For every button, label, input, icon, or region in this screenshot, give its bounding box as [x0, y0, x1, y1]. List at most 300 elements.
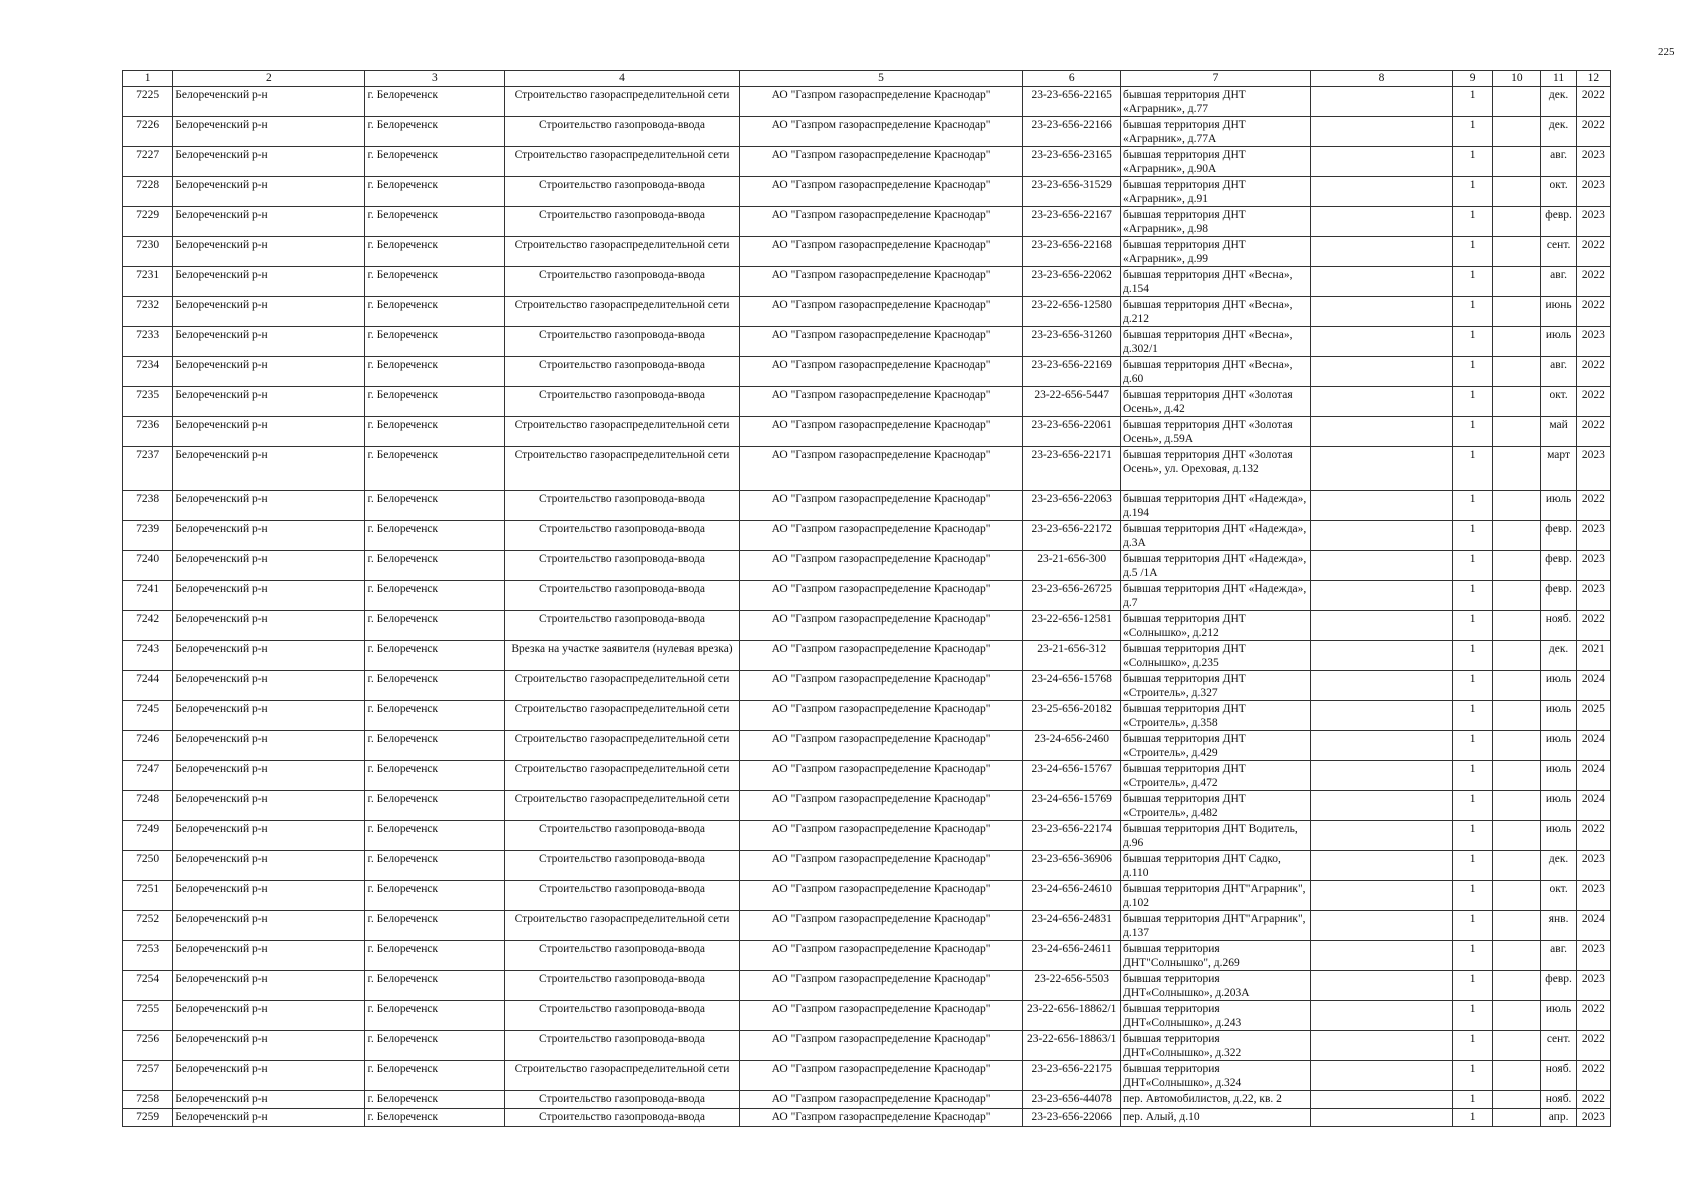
column-header: 9: [1452, 71, 1492, 87]
quantity-cell: 1: [1452, 1091, 1492, 1109]
header-row: [123, 71, 1611, 87]
row-number-cell: 7243: [123, 641, 173, 671]
month-cell: дек.: [1541, 641, 1576, 671]
column-8-cell: [1311, 731, 1453, 761]
organization-cell: АО "Газпром газораспределение Краснодар": [739, 551, 1023, 581]
organization-cell: АО "Газпром газораспределение Краснодар": [739, 881, 1023, 911]
year-cell: 2022: [1576, 267, 1610, 297]
month-cell: февр.: [1541, 207, 1576, 237]
quantity-cell: 1: [1452, 491, 1492, 521]
row-number-cell: 7251: [123, 881, 173, 911]
column-8-cell: [1311, 611, 1453, 641]
address-cell: бывшая территория ДНТ «Аграрник», д.77А: [1120, 117, 1310, 147]
column-10-cell: [1493, 551, 1541, 581]
table-row: [123, 881, 1611, 911]
quantity-cell: 1: [1452, 821, 1492, 851]
work-type-cell: Строительство газораспределительной сети: [505, 417, 739, 447]
row-number-cell: 7254: [123, 971, 173, 1001]
column-8-cell: [1311, 207, 1453, 237]
year-cell: 2024: [1576, 761, 1610, 791]
work-type-cell: Строительство газопровода-ввода: [505, 521, 739, 551]
district-cell: Белореченский р-н: [173, 417, 365, 447]
column-10-cell: [1493, 791, 1541, 821]
work-type-cell: Строительство газопровода-ввода: [505, 851, 739, 881]
month-cell: авг.: [1541, 147, 1576, 177]
row-number-cell: 7233: [123, 327, 173, 357]
column-10-cell: [1493, 521, 1541, 551]
column-8-cell: [1311, 267, 1453, 297]
quantity-cell: 1: [1452, 147, 1492, 177]
quantity-cell: 1: [1452, 851, 1492, 881]
district-cell: Белореченский р-н: [173, 357, 365, 387]
object-code-cell: 23-23-656-22062: [1023, 267, 1121, 297]
row-number-cell: 7241: [123, 581, 173, 611]
column-header: 1: [123, 71, 173, 87]
column-8-cell: [1311, 1109, 1453, 1127]
month-cell: июль: [1541, 1001, 1576, 1031]
quantity-cell: 1: [1452, 671, 1492, 701]
organization-cell: АО "Газпром газораспределение Краснодар": [739, 417, 1023, 447]
column-8-cell: [1311, 117, 1453, 147]
row-number-cell: 7234: [123, 357, 173, 387]
month-cell: нояб.: [1541, 1091, 1576, 1109]
year-cell: 2022: [1576, 1091, 1610, 1109]
row-number-cell: 7225: [123, 87, 173, 117]
object-code-cell: 23-24-656-24831: [1023, 911, 1121, 941]
row-number-cell: 7236: [123, 417, 173, 447]
address-cell: бывшая территория ДНТ «Строитель», д.482: [1120, 791, 1310, 821]
district-cell: Белореченский р-н: [173, 791, 365, 821]
quantity-cell: 1: [1452, 521, 1492, 551]
column-10-cell: [1493, 1109, 1541, 1127]
table-row: [123, 357, 1611, 387]
quantity-cell: 1: [1452, 267, 1492, 297]
object-code-cell: 23-23-656-22061: [1023, 417, 1121, 447]
column-10-cell: [1493, 147, 1541, 177]
row-number-cell: 7237: [123, 447, 173, 491]
address-cell: бывшая территория ДНТ «Строитель», д.358: [1120, 701, 1310, 731]
organization-cell: АО "Газпром газораспределение Краснодар": [739, 581, 1023, 611]
column-10-cell: [1493, 491, 1541, 521]
quantity-cell: 1: [1452, 177, 1492, 207]
row-number-cell: 7238: [123, 491, 173, 521]
object-code-cell: 23-23-656-22165: [1023, 87, 1121, 117]
address-cell: бывшая территория ДНТ«Солнышко», д.324: [1120, 1061, 1310, 1091]
column-8-cell: [1311, 1031, 1453, 1061]
organization-cell: АО "Газпром газораспределение Краснодар": [739, 761, 1023, 791]
district-cell: Белореченский р-н: [173, 941, 365, 971]
month-cell: окт.: [1541, 387, 1576, 417]
column-8-cell: [1311, 297, 1453, 327]
year-cell: 2022: [1576, 117, 1610, 147]
district-cell: Белореченский р-н: [173, 237, 365, 267]
district-cell: Белореченский р-н: [173, 491, 365, 521]
work-type-cell: Строительство газораспределительной сети: [505, 761, 739, 791]
address-cell: бывшая территория ДНТ «Аграрник», д.99: [1120, 237, 1310, 267]
object-code-cell: 23-23-656-22168: [1023, 237, 1121, 267]
work-type-cell: Строительство газопровода-ввода: [505, 881, 739, 911]
column-header: 12: [1576, 71, 1610, 87]
district-cell: Белореченский р-н: [173, 581, 365, 611]
work-type-cell: Врезка на участке заявителя (нулевая врезка): [505, 641, 739, 671]
district-cell: Белореченский р-н: [173, 911, 365, 941]
address-cell: бывшая территория ДНТ «Золотая Осень», д.42: [1120, 387, 1310, 417]
work-type-cell: Строительство газораспределительной сети: [505, 671, 739, 701]
year-cell: 2022: [1576, 87, 1610, 117]
row-number-cell: 7232: [123, 297, 173, 327]
year-cell: 2023: [1576, 551, 1610, 581]
column-8-cell: [1311, 671, 1453, 701]
column-10-cell: [1493, 881, 1541, 911]
town-cell: г. Белореченск: [365, 117, 505, 147]
district-cell: Белореченский р-н: [173, 821, 365, 851]
organization-cell: АО "Газпром газораспределение Краснодар": [739, 1091, 1023, 1109]
table-row: [123, 611, 1611, 641]
table-row: [123, 1091, 1611, 1109]
town-cell: г. Белореченск: [365, 941, 505, 971]
district-cell: Белореченский р-н: [173, 387, 365, 417]
district-cell: Белореченский р-н: [173, 297, 365, 327]
year-cell: 2024: [1576, 911, 1610, 941]
year-cell: 2023: [1576, 1109, 1610, 1127]
column-10-cell: [1493, 447, 1541, 491]
year-cell: 2024: [1576, 731, 1610, 761]
work-type-cell: Строительство газопровода-ввода: [505, 491, 739, 521]
month-cell: дек.: [1541, 851, 1576, 881]
quantity-cell: 1: [1452, 117, 1492, 147]
town-cell: г. Белореченск: [365, 357, 505, 387]
town-cell: г. Белореченск: [365, 791, 505, 821]
table-row: [123, 971, 1611, 1001]
organization-cell: АО "Газпром газораспределение Краснодар": [739, 1109, 1023, 1127]
organization-cell: АО "Газпром газораспределение Краснодар": [739, 671, 1023, 701]
year-cell: 2022: [1576, 417, 1610, 447]
column-10-cell: [1493, 971, 1541, 1001]
column-10-cell: [1493, 117, 1541, 147]
month-cell: нояб.: [1541, 611, 1576, 641]
year-cell: 2023: [1576, 941, 1610, 971]
row-number-cell: 7248: [123, 791, 173, 821]
column-10-cell: [1493, 177, 1541, 207]
organization-cell: АО "Газпром газораспределение Краснодар": [739, 87, 1023, 117]
district-cell: Белореченский р-н: [173, 117, 365, 147]
address-cell: бывшая территория ДНТ «Надежда», д.194: [1120, 491, 1310, 521]
row-number-cell: 7246: [123, 731, 173, 761]
organization-cell: АО "Газпром газораспределение Краснодар": [739, 731, 1023, 761]
work-type-cell: Строительство газораспределительной сети: [505, 447, 739, 491]
column-10-cell: [1493, 327, 1541, 357]
table-row: [123, 417, 1611, 447]
work-type-cell: Строительство газопровода-ввода: [505, 117, 739, 147]
work-type-cell: Строительство газораспределительной сети: [505, 911, 739, 941]
row-number-cell: 7226: [123, 117, 173, 147]
town-cell: г. Белореченск: [365, 87, 505, 117]
row-number-cell: 7230: [123, 237, 173, 267]
address-cell: пер. Алый, д.10: [1120, 1109, 1310, 1127]
quantity-cell: 1: [1452, 791, 1492, 821]
work-type-cell: Строительство газопровода-ввода: [505, 387, 739, 417]
column-header: 6: [1023, 71, 1121, 87]
column-10-cell: [1493, 1091, 1541, 1109]
object-code-cell: 23-23-656-22166: [1023, 117, 1121, 147]
object-code-cell: 23-24-656-24610: [1023, 881, 1121, 911]
district-cell: Белореченский р-н: [173, 671, 365, 701]
town-cell: г. Белореченск: [365, 551, 505, 581]
address-cell: бывшая территория ДНТ Садко, д.110: [1120, 851, 1310, 881]
work-type-cell: Строительство газопровода-ввода: [505, 267, 739, 297]
quantity-cell: 1: [1452, 551, 1492, 581]
object-code-cell: 23-22-656-12580: [1023, 297, 1121, 327]
page-number: 225: [1658, 46, 1675, 58]
year-cell: 2022: [1576, 611, 1610, 641]
address-cell: бывшая территория ДНТ Водитель, д.96: [1120, 821, 1310, 851]
row-number-cell: 7247: [123, 761, 173, 791]
column-10-cell: [1493, 671, 1541, 701]
organization-cell: АО "Газпром газораспределение Краснодар": [739, 117, 1023, 147]
work-type-cell: Строительство газораспределительной сети: [505, 297, 739, 327]
work-type-cell: Строительство газопровода-ввода: [505, 357, 739, 387]
address-cell: бывшая территория ДНТ «Строитель», д.472: [1120, 761, 1310, 791]
year-cell: 2025: [1576, 701, 1610, 731]
year-cell: 2022: [1576, 297, 1610, 327]
table-row: [123, 267, 1611, 297]
object-code-cell: 23-22-656-5503: [1023, 971, 1121, 1001]
town-cell: г. Белореченск: [365, 761, 505, 791]
organization-cell: АО "Газпром газораспределение Краснодар": [739, 971, 1023, 1001]
quantity-cell: 1: [1452, 297, 1492, 327]
quantity-cell: 1: [1452, 357, 1492, 387]
object-code-cell: 23-24-656-15768: [1023, 671, 1121, 701]
quantity-cell: 1: [1452, 1061, 1492, 1091]
work-type-cell: Строительство газораспределительной сети: [505, 701, 739, 731]
table-row: [123, 87, 1611, 117]
month-cell: февр.: [1541, 971, 1576, 1001]
district-cell: Белореченский р-н: [173, 267, 365, 297]
table-row: [123, 551, 1611, 581]
column-10-cell: [1493, 1001, 1541, 1031]
table-body: [123, 87, 1611, 1127]
district-cell: Белореченский р-н: [173, 1091, 365, 1109]
month-cell: март: [1541, 447, 1576, 491]
work-type-cell: Строительство газопровода-ввода: [505, 1001, 739, 1031]
address-cell: бывшая территория ДНТ «Аграрник», д.91: [1120, 177, 1310, 207]
quantity-cell: 1: [1452, 761, 1492, 791]
column-10-cell: [1493, 761, 1541, 791]
quantity-cell: 1: [1452, 387, 1492, 417]
column-8-cell: [1311, 417, 1453, 447]
table-row: [123, 237, 1611, 267]
quantity-cell: 1: [1452, 447, 1492, 491]
column-8-cell: [1311, 551, 1453, 581]
work-type-cell: Строительство газораспределительной сети: [505, 147, 739, 177]
year-cell: 2022: [1576, 1061, 1610, 1091]
column-10-cell: [1493, 731, 1541, 761]
column-10-cell: [1493, 611, 1541, 641]
work-type-cell: Строительство газораспределительной сети: [505, 791, 739, 821]
quantity-cell: 1: [1452, 1109, 1492, 1127]
column-8-cell: [1311, 237, 1453, 267]
address-cell: бывшая территория ДНТ «Весна», д.302/1: [1120, 327, 1310, 357]
address-cell: пер. Автомобилистов, д.22, кв. 2: [1120, 1091, 1310, 1109]
year-cell: 2023: [1576, 851, 1610, 881]
organization-cell: АО "Газпром газораспределение Краснодар": [739, 1061, 1023, 1091]
month-cell: авг.: [1541, 267, 1576, 297]
row-number-cell: 7242: [123, 611, 173, 641]
town-cell: г. Белореченск: [365, 641, 505, 671]
organization-cell: АО "Газпром газораспределение Краснодар": [739, 1001, 1023, 1031]
town-cell: г. Белореченск: [365, 387, 505, 417]
table-row: [123, 941, 1611, 971]
organization-cell: АО "Газпром газораспределение Краснодар": [739, 491, 1023, 521]
town-cell: г. Белореченск: [365, 327, 505, 357]
quantity-cell: 1: [1452, 641, 1492, 671]
town-cell: г. Белореченск: [365, 971, 505, 1001]
town-cell: г. Белореченск: [365, 177, 505, 207]
month-cell: дек.: [1541, 87, 1576, 117]
row-number-cell: 7227: [123, 147, 173, 177]
object-code-cell: 23-23-656-22169: [1023, 357, 1121, 387]
organization-cell: АО "Газпром газораспределение Краснодар": [739, 447, 1023, 491]
organization-cell: АО "Газпром газораспределение Краснодар": [739, 521, 1023, 551]
district-cell: Белореченский р-н: [173, 731, 365, 761]
year-cell: 2023: [1576, 881, 1610, 911]
object-code-cell: 23-23-656-36906: [1023, 851, 1121, 881]
district-cell: Белореченский р-н: [173, 641, 365, 671]
town-cell: г. Белореченск: [365, 1109, 505, 1127]
table-row: [123, 447, 1611, 491]
column-8-cell: [1311, 1091, 1453, 1109]
quantity-cell: 1: [1452, 237, 1492, 267]
work-type-cell: Строительство газопровода-ввода: [505, 551, 739, 581]
column-8-cell: [1311, 387, 1453, 417]
table-row: [123, 1109, 1611, 1127]
object-code-cell: 23-22-656-18863/1: [1023, 1031, 1121, 1061]
month-cell: февр.: [1541, 521, 1576, 551]
town-cell: г. Белореченск: [365, 267, 505, 297]
address-cell: бывшая территория ДНТ «Золотая Осень», ул. Ореховая, д.132: [1120, 447, 1310, 491]
organization-cell: АО "Газпром газораспределение Краснодар": [739, 147, 1023, 177]
quantity-cell: 1: [1452, 611, 1492, 641]
row-number-cell: 7229: [123, 207, 173, 237]
year-cell: 2023: [1576, 207, 1610, 237]
quantity-cell: 1: [1452, 971, 1492, 1001]
organization-cell: АО "Газпром газораспределение Краснодар": [739, 821, 1023, 851]
column-10-cell: [1493, 1061, 1541, 1091]
column-8-cell: [1311, 791, 1453, 821]
organization-cell: АО "Газпром газораспределение Краснодар": [739, 327, 1023, 357]
month-cell: авг.: [1541, 357, 1576, 387]
object-code-cell: 23-24-656-24611: [1023, 941, 1121, 971]
table-row: [123, 701, 1611, 731]
district-cell: Белореченский р-н: [173, 177, 365, 207]
column-10-cell: [1493, 237, 1541, 267]
organization-cell: АО "Газпром газораспределение Краснодар": [739, 911, 1023, 941]
address-cell: бывшая территория ДНТ«Солнышко», д.322: [1120, 1031, 1310, 1061]
town-cell: г. Белореченск: [365, 1061, 505, 1091]
column-8-cell: [1311, 491, 1453, 521]
table-row: [123, 851, 1611, 881]
row-number-cell: 7239: [123, 521, 173, 551]
town-cell: г. Белореченск: [365, 147, 505, 177]
month-cell: июль: [1541, 491, 1576, 521]
year-cell: 2022: [1576, 491, 1610, 521]
object-code-cell: 23-23-656-22066: [1023, 1109, 1121, 1127]
object-code-cell: 23-24-656-2460: [1023, 731, 1121, 761]
row-number-cell: 7250: [123, 851, 173, 881]
column-header: 5: [739, 71, 1023, 87]
month-cell: июль: [1541, 791, 1576, 821]
town-cell: г. Белореченск: [365, 297, 505, 327]
table-row: [123, 821, 1611, 851]
row-number-cell: 7253: [123, 941, 173, 971]
column-10-cell: [1493, 941, 1541, 971]
row-number-cell: 7228: [123, 177, 173, 207]
town-cell: г. Белореченск: [365, 701, 505, 731]
address-cell: бывшая территория ДНТ «Солнышко», д.212: [1120, 611, 1310, 641]
object-code-cell: 23-23-656-23165: [1023, 147, 1121, 177]
work-type-cell: Строительство газопровода-ввода: [505, 1109, 739, 1127]
address-cell: бывшая территория ДНТ «Золотая Осень», д.59А: [1120, 417, 1310, 447]
month-cell: авг.: [1541, 941, 1576, 971]
table-row: [123, 791, 1611, 821]
object-code-cell: 23-23-656-26725: [1023, 581, 1121, 611]
address-cell: бывшая территория ДНТ «Строитель», д.327: [1120, 671, 1310, 701]
address-cell: бывшая территория ДНТ«Солнышко», д.203А: [1120, 971, 1310, 1001]
address-cell: бывшая территория ДНТ «Весна», д.212: [1120, 297, 1310, 327]
organization-cell: АО "Газпром газораспределение Краснодар": [739, 357, 1023, 387]
column-10-cell: [1493, 207, 1541, 237]
year-cell: 2023: [1576, 581, 1610, 611]
town-cell: г. Белореченск: [365, 447, 505, 491]
address-cell: бывшая территория ДНТ «Надежда», д.3А: [1120, 521, 1310, 551]
month-cell: апр.: [1541, 1109, 1576, 1127]
column-10-cell: [1493, 87, 1541, 117]
year-cell: 2023: [1576, 521, 1610, 551]
column-8-cell: [1311, 1001, 1453, 1031]
town-cell: г. Белореченск: [365, 821, 505, 851]
object-code-cell: 23-25-656-20182: [1023, 701, 1121, 731]
town-cell: г. Белореченск: [365, 237, 505, 267]
district-cell: Белореченский р-н: [173, 447, 365, 491]
quantity-cell: 1: [1452, 1001, 1492, 1031]
table-row: [123, 671, 1611, 701]
month-cell: июнь: [1541, 297, 1576, 327]
district-cell: Белореченский р-н: [173, 851, 365, 881]
column-10-cell: [1493, 387, 1541, 417]
column-header: 8: [1311, 71, 1453, 87]
district-cell: Белореченский р-н: [173, 147, 365, 177]
row-number-cell: 7256: [123, 1031, 173, 1061]
row-number-cell: 7258: [123, 1091, 173, 1109]
table-row: [123, 207, 1611, 237]
town-cell: г. Белореченск: [365, 881, 505, 911]
work-type-cell: Строительство газопровода-ввода: [505, 971, 739, 1001]
organization-cell: АО "Газпром газораспределение Краснодар": [739, 1031, 1023, 1061]
town-cell: г. Белореченск: [365, 731, 505, 761]
year-cell: 2023: [1576, 447, 1610, 491]
work-type-cell: Строительство газопровода-ввода: [505, 1031, 739, 1061]
organization-cell: АО "Газпром газораспределение Краснодар": [739, 791, 1023, 821]
town-cell: г. Белореченск: [365, 851, 505, 881]
object-code-cell: 23-21-656-312: [1023, 641, 1121, 671]
table-row: [123, 521, 1611, 551]
month-cell: июль: [1541, 701, 1576, 731]
year-cell: 2023: [1576, 971, 1610, 1001]
column-10-cell: [1493, 701, 1541, 731]
row-number-cell: 7257: [123, 1061, 173, 1091]
table-row: [123, 581, 1611, 611]
organization-cell: АО "Газпром газораспределение Краснодар": [739, 701, 1023, 731]
